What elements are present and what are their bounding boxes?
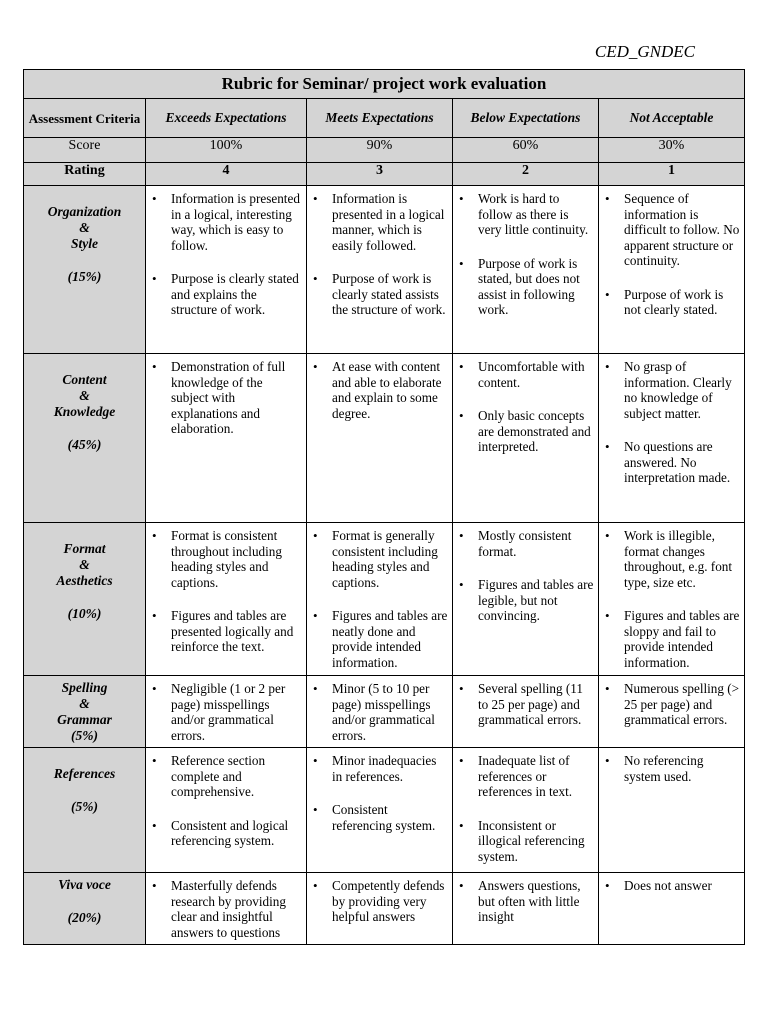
descriptor-item: • Figures and tables are sloppy and fail to provide intended information.: [599, 608, 740, 670]
criterion-name-line: Content: [62, 372, 107, 387]
descriptor-list: [599, 748, 744, 788]
descriptor-cell-exceeds: [146, 748, 307, 873]
descriptor-list: [453, 354, 598, 459]
descriptor-cell-meets: [307, 186, 453, 354]
criterion-name-line: Grammar: [57, 712, 112, 727]
descriptor-item: • Negligible (1 or 2 per page) misspellings and/or grammatical errors.: [146, 681, 302, 743]
criterion-name: [24, 748, 146, 873]
descriptor-cell-below: [453, 354, 599, 523]
score-value: 60%: [453, 138, 599, 163]
criterion-name-line: Format: [63, 541, 106, 556]
descriptor-item: • Information is presented in a logical manner, which is easily followed.: [307, 191, 448, 253]
descriptor-list: [146, 748, 306, 853]
descriptor-item: • Inadequate list of references or references in text.: [453, 753, 594, 800]
descriptor-item: • Work is hard to follow as there is very little continuity.: [453, 191, 594, 238]
score-value: 100%: [146, 138, 307, 163]
descriptor-item: • Numerous spelling (> 25 per page) and grammatical errors.: [599, 681, 740, 728]
descriptor-item: • No questions are answered. No interpretation made.: [599, 439, 740, 486]
descriptor-cell-not-acceptable: [599, 676, 745, 748]
level-header-meets: Meets Expectations: [307, 99, 453, 138]
descriptor-item: • Purpose of work is clearly stated assists the structure of work.: [307, 271, 448, 318]
descriptor-item: • No grasp of information. Clearly no knowledge of subject matter.: [599, 359, 740, 421]
descriptor-list: [599, 186, 744, 322]
criterion-weight: (5%): [71, 799, 98, 814]
rating-value: 3: [307, 163, 453, 186]
descriptor-cell-not-acceptable: [599, 354, 745, 523]
descriptor-item: • Only basic concepts are demonstrated and interpreted.: [453, 408, 594, 455]
criterion-name-line: &: [79, 557, 90, 572]
descriptor-list: [453, 748, 598, 868]
criterion-name-line: Aesthetics: [56, 573, 113, 588]
descriptor-list: [307, 354, 452, 425]
descriptor-item: • Figures and tables are legible, but not convincing.: [453, 577, 594, 624]
descriptor-item: • Sequence of information is difficult to follow. No apparent structure or continuity.: [599, 191, 740, 269]
criterion-weight: (20%): [67, 910, 102, 925]
descriptor-cell-below: [453, 523, 599, 676]
descriptor-list: [453, 186, 598, 322]
descriptor-item: • Consistent and logical referencing system.: [146, 818, 302, 849]
level-header-below: Below Expectations: [453, 99, 599, 138]
criterion-name: [24, 186, 146, 354]
descriptor-item: • Masterfully defends research by providing clear and insightful answers to questions: [146, 878, 302, 940]
score-label: Score: [24, 138, 146, 163]
criterion-name: [24, 523, 146, 676]
descriptor-cell-meets: [307, 676, 453, 748]
criterion-name: [24, 676, 146, 748]
criterion-row-references: [24, 748, 745, 873]
descriptor-list: [453, 523, 598, 628]
descriptor-item: • At ease with content and able to elaborate and explain to some degree.: [307, 359, 448, 421]
descriptor-item: • Consistent referencing system.: [307, 802, 448, 833]
descriptor-cell-meets: [307, 523, 453, 676]
descriptor-item: • Does not answer: [599, 878, 740, 894]
descriptor-list: [146, 186, 306, 322]
descriptor-list: [599, 354, 744, 490]
level-header-exceeds: Exceeds Expectations: [146, 99, 307, 138]
criterion-weight: (15%): [67, 269, 102, 284]
descriptor-item: • Minor inadequacies in references.: [307, 753, 448, 784]
criteria-body: [24, 186, 745, 945]
descriptor-list: [146, 676, 306, 747]
criterion-name-line: Style: [71, 236, 98, 251]
criterion-name: [24, 873, 146, 945]
criterion-row-format-aesthetics: [24, 523, 745, 676]
descriptor-list: [307, 186, 452, 322]
descriptor-cell-not-acceptable: [599, 748, 745, 873]
criterion-name-line: Viva voce: [58, 877, 111, 892]
descriptor-item: • Work is illegible, format changes throughout, e.g. font type, size etc.: [599, 528, 740, 590]
descriptor-item: • Demonstration of full knowledge of the subject with explanations and elaboration.: [146, 359, 302, 437]
criterion-weight: (45%): [67, 437, 102, 452]
descriptor-cell-meets: [307, 873, 453, 945]
descriptor-item: • Minor (5 to 10 per page) misspellings and/or grammatical errors.: [307, 681, 448, 743]
descriptor-cell-not-acceptable: [599, 186, 745, 354]
level-header-not-acceptable: Not Acceptable: [599, 99, 745, 138]
descriptor-list: [307, 748, 452, 837]
descriptor-list: [599, 873, 744, 898]
score-row: [24, 138, 745, 163]
descriptor-item: • Purpose of work is stated, but does not assist in following work.: [453, 256, 594, 318]
descriptor-cell-below: [453, 873, 599, 945]
descriptor-item: • No referencing system used.: [599, 753, 740, 784]
descriptor-item: • Format is consistent throughout including heading styles and captions.: [146, 528, 302, 590]
rating-label: Rating: [24, 163, 146, 186]
descriptor-item: • Competently defends by providing very helpful answers: [307, 878, 448, 925]
criteria-header: Assessment Criteria: [24, 99, 146, 138]
rating-value: 2: [453, 163, 599, 186]
descriptor-list: [453, 873, 598, 929]
rating-row: [24, 163, 745, 186]
descriptor-list: [599, 523, 744, 674]
descriptor-item: • Several spelling (11 to 25 per page) and grammatical errors.: [453, 681, 594, 728]
criterion-name-line: Organization: [47, 204, 122, 219]
criterion-row-viva-voce: [24, 873, 745, 945]
descriptor-item: • Reference section complete and comprehensive.: [146, 753, 302, 800]
score-value: 30%: [599, 138, 745, 163]
descriptor-cell-exceeds: [146, 676, 307, 748]
criterion-row-content-knowledge: [24, 354, 745, 523]
descriptor-cell-exceeds: [146, 873, 307, 945]
descriptor-list: [307, 873, 452, 929]
descriptor-item: • Figures and tables are presented logically and reinforce the text.: [146, 608, 302, 655]
criterion-name-line: &: [79, 696, 90, 711]
descriptor-cell-exceeds: [146, 186, 307, 354]
descriptor-list: [146, 354, 306, 441]
document-code: CED_GNDEC: [594, 42, 695, 61]
criterion-row-organization-style: [24, 186, 745, 354]
descriptor-item: • Purpose of work is not clearly stated.: [599, 287, 740, 318]
descriptor-cell-not-acceptable: [599, 873, 745, 945]
header-row: [24, 99, 745, 138]
descriptor-cell-meets: [307, 748, 453, 873]
rubric-table: [23, 69, 745, 945]
descriptor-item: • Information is presented in a logical, interesting way, which is easy to follow.: [146, 191, 302, 253]
criterion-name-line: &: [79, 220, 90, 235]
descriptor-list: [146, 523, 306, 659]
title-row: [24, 70, 745, 99]
score-value: 90%: [307, 138, 453, 163]
rating-value: 1: [599, 163, 745, 186]
descriptor-item: • Format is generally consistent including heading styles and captions.: [307, 528, 448, 590]
descriptor-item: • Mostly consistent format.: [453, 528, 594, 559]
descriptor-list: [307, 523, 452, 674]
criterion-weight: (5%): [71, 728, 98, 743]
criterion-name-line: &: [79, 388, 90, 403]
criterion-name-line: Spelling: [61, 680, 108, 695]
descriptor-list: [453, 676, 598, 732]
rubric-title: Rubric for Seminar/ project work evaluation: [24, 70, 745, 99]
descriptor-cell-exceeds: [146, 354, 307, 523]
criterion-name: [24, 354, 146, 523]
criterion-row-spelling-grammar: [24, 676, 745, 748]
criterion-weight: (10%): [67, 606, 102, 621]
criterion-name-line: References: [53, 766, 116, 781]
descriptor-item: • Answers questions, but often with little insight: [453, 878, 594, 925]
descriptor-item: • Uncomfortable with content.: [453, 359, 594, 390]
descriptor-item: • Purpose is clearly stated and explains the structure of work.: [146, 271, 302, 318]
descriptor-cell-exceeds: [146, 523, 307, 676]
descriptor-cell-below: [453, 748, 599, 873]
descriptor-list: [307, 676, 452, 747]
descriptor-cell-below: [453, 676, 599, 748]
criterion-name-line: Knowledge: [53, 404, 116, 419]
descriptor-cell-below: [453, 186, 599, 354]
descriptor-list: [599, 676, 744, 732]
descriptor-item: • Figures and tables are neatly done and provide intended information.: [307, 608, 448, 670]
descriptor-cell-meets: [307, 354, 453, 523]
descriptor-list: [146, 873, 306, 944]
descriptor-cell-not-acceptable: [599, 523, 745, 676]
descriptor-item: • Inconsistent or illogical referencing system.: [453, 818, 594, 865]
rating-value: 4: [146, 163, 307, 186]
